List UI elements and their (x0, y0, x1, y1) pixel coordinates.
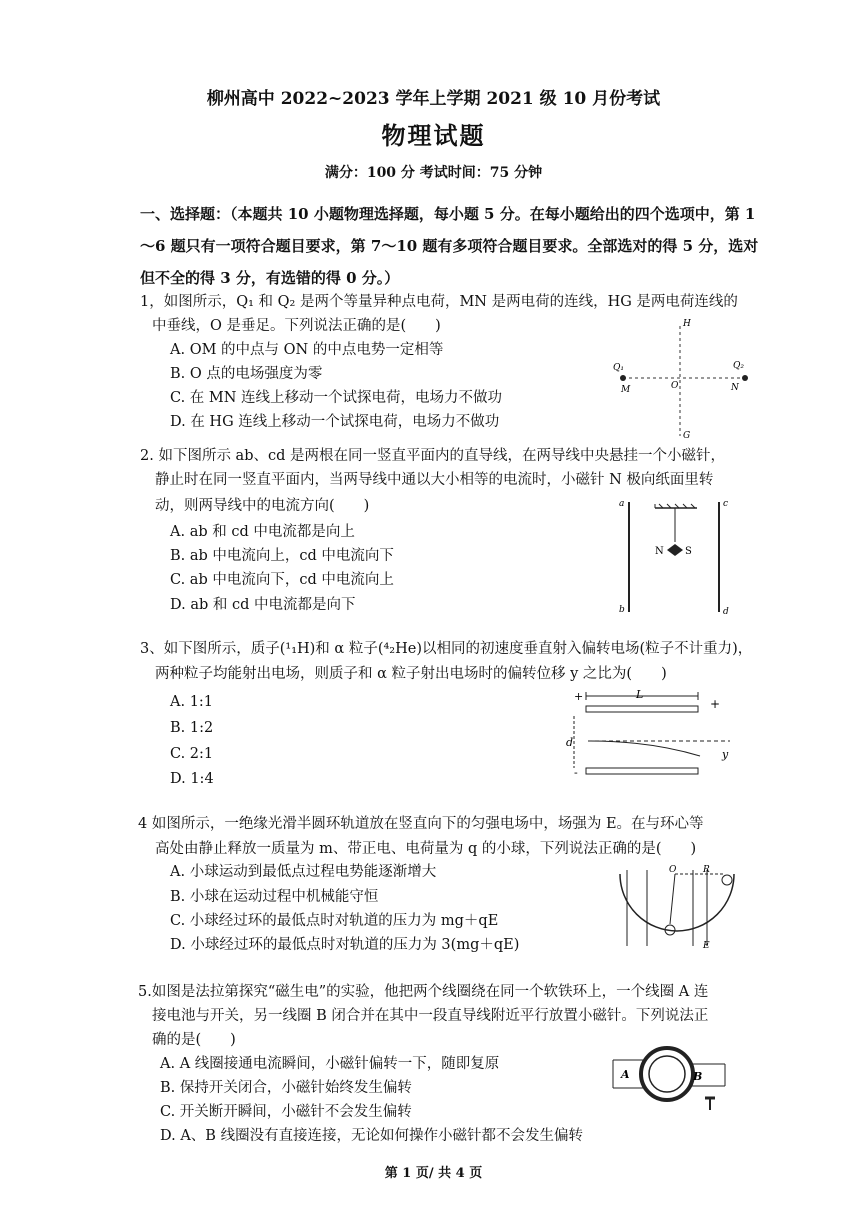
q1-option-a: A. OM 的中点与 ON 的中点电势一定相等 (170, 342, 444, 358)
q3-option-a: A. 1:1 (170, 694, 214, 710)
q2-label-d: d (723, 607, 729, 617)
q1-option-d: D. 在 HG 连线上移动一个试探电荷，电场力不做功 (170, 414, 500, 430)
q1-label-n: N (731, 383, 739, 393)
q4-figure (615, 862, 745, 952)
section-heading: 一、选择题：（本题共 10 小题物理选择题，每小题 5 分。在每小题给出的四个选项中，第 1～6 题只有一项符合题目要求，第 7～10 题有多项符合题目要求。全部选对的得 5 分，选对但不全的得 3 分，有选错的得 0 分。） (140, 205, 759, 287)
q5-stem-line3: 确的是( ) (152, 1032, 236, 1048)
q1-stem-line1: 1，如图所示，Q₁ 和 Q₂ 是两个等量异种点电荷，MN 是两电荷的连线，HG 是两电荷连线的 (140, 294, 738, 310)
q2-label-s: S (685, 546, 692, 557)
q5-label-b: B (693, 1070, 703, 1083)
q3-stem-line2: 两种粒子均能射出电场，则质子和 α 粒子射出电场时的偏转位移 y 之比为( ) (155, 666, 667, 682)
q1-figure (605, 312, 765, 442)
q1-label-o: O (671, 381, 679, 391)
q2-stem-line1: 2. 如下图所示 ab、cd 是两根在同一竖直平面内的直导线，在两导线中央悬挂一个小磁针， (140, 448, 725, 464)
q3-label-plus-right: + (710, 697, 721, 711)
q4-label-e: E (703, 941, 710, 951)
q2-option-b: B. ab 中电流向上，cd 中电流向下 (170, 548, 394, 564)
score-time-line: 满分：100 分 考试时间：75 分钟 (324, 165, 543, 181)
q3-label-l: L (636, 688, 644, 701)
q2-option-a: A. ab 和 cd 中电流都是向上 (170, 524, 355, 540)
q2-label-c: c (723, 499, 729, 509)
q4-label-o: O (669, 865, 677, 875)
q5-stem-line2: 接电池与开关，另一线圈 B 闭合并在其中一段直导线附近平行放置小磁针。下列说法正 (152, 1008, 709, 1024)
q1-label-q1: Q₁ (613, 363, 624, 373)
q3-stem-line1: 3、如下图所示，质子(¹₁H)和 α 粒子(⁴₂He)以相同的初速度垂直射入偏转电场(粒子不计重力)， (140, 641, 753, 657)
page-title: 物理试题 (381, 121, 486, 150)
q4-stem-line2: 高处由静止释放一质量为 m、带正电、电荷量为 q 的小球，下列说法正确的是( ) (155, 841, 697, 857)
q3-label-d: d (566, 736, 574, 749)
q1-label-h: H (683, 319, 691, 329)
q2-option-c: C. ab 中电流向下，cd 中电流向上 (170, 572, 394, 588)
q3-label-plus-left: + (574, 690, 584, 703)
q4-option-c: C. 小球经过环的最低点时对轨道的压力为 mg＋qE (170, 913, 499, 929)
q1-label-g: G (683, 431, 691, 441)
q4-option-a: A. 小球运动到最低点过程电势能逐渐增大 (170, 864, 437, 880)
q1-stem-line2: 中垂线，O 是垂足。下列说法正确的是( ) (152, 318, 441, 334)
q3-option-c: C. 2:1 (170, 746, 214, 762)
q3-label-minus: - (574, 766, 578, 779)
q3-option-d: D. 1:4 (170, 771, 214, 787)
q4-label-r: R (703, 865, 710, 875)
q2-stem-line2: 静止时在同一竖直平面内，当两导线中通以大小相等的电流时，小磁针 N 极向纸面里转 (155, 472, 714, 488)
q3-option-b: B. 1:2 (170, 720, 214, 736)
q5-label-a: A (621, 1068, 630, 1081)
q5-option-c: C. 开关断开瞬间，小磁针不会发生偏转 (160, 1104, 412, 1120)
q3-label-y: y (722, 748, 729, 761)
q5-figure (605, 1040, 740, 1120)
q5-option-a: A. A 线圈接通电流瞬间，小磁针偏转一下，随即复原 (160, 1056, 500, 1072)
q2-label-n: N (655, 546, 664, 557)
q5-option-d: D. A、B 线圈没有直接连接，无论如何操作小磁针都不会发生偏转 (160, 1128, 584, 1144)
q2-stem-line3: 动，则两导线中的电流方向( ) (155, 498, 370, 514)
q5-stem-line1: 5.如图是法拉第探究“磁生电”的实验，他把两个线圈绕在同一个软铁环上，一个线圈 A 连 (138, 984, 709, 1000)
q5-option-b: B. 保持开关闭合，小磁针始终发生偏转 (160, 1080, 412, 1096)
q4-option-b: B. 小球在运动过程中机械能守恒 (170, 889, 379, 905)
exam-header-line: 柳州高中 2022~2023 学年上学期 2021 级 10 月份考试 (206, 89, 661, 109)
q1-label-q2: Q₂ (733, 361, 744, 371)
q1-option-c: C. 在 MN 连线上移动一个试探电荷，电场力不做功 (170, 390, 503, 406)
q3-figure (560, 686, 740, 786)
q1-label-m: M (621, 385, 631, 395)
q2-label-b: b (619, 605, 625, 615)
q2-figure (615, 494, 745, 619)
q2-option-d: D. ab 和 cd 中电流都是向下 (170, 597, 356, 613)
q1-option-b: B. O 点的电场强度为零 (170, 366, 323, 382)
q2-label-a: a (619, 499, 625, 509)
page-number: 第 1 页/ 共 4 页 (384, 1166, 483, 1181)
q4-stem-line1: 4 如图所示，一绝缘光滑半圆环轨道放在竖直向下的匀强电场中，场强为 E。在与环心等 (138, 816, 704, 832)
q4-option-d: D. 小球经过环的最低点时对轨道的压力为 3(mg＋qE) (170, 937, 520, 953)
